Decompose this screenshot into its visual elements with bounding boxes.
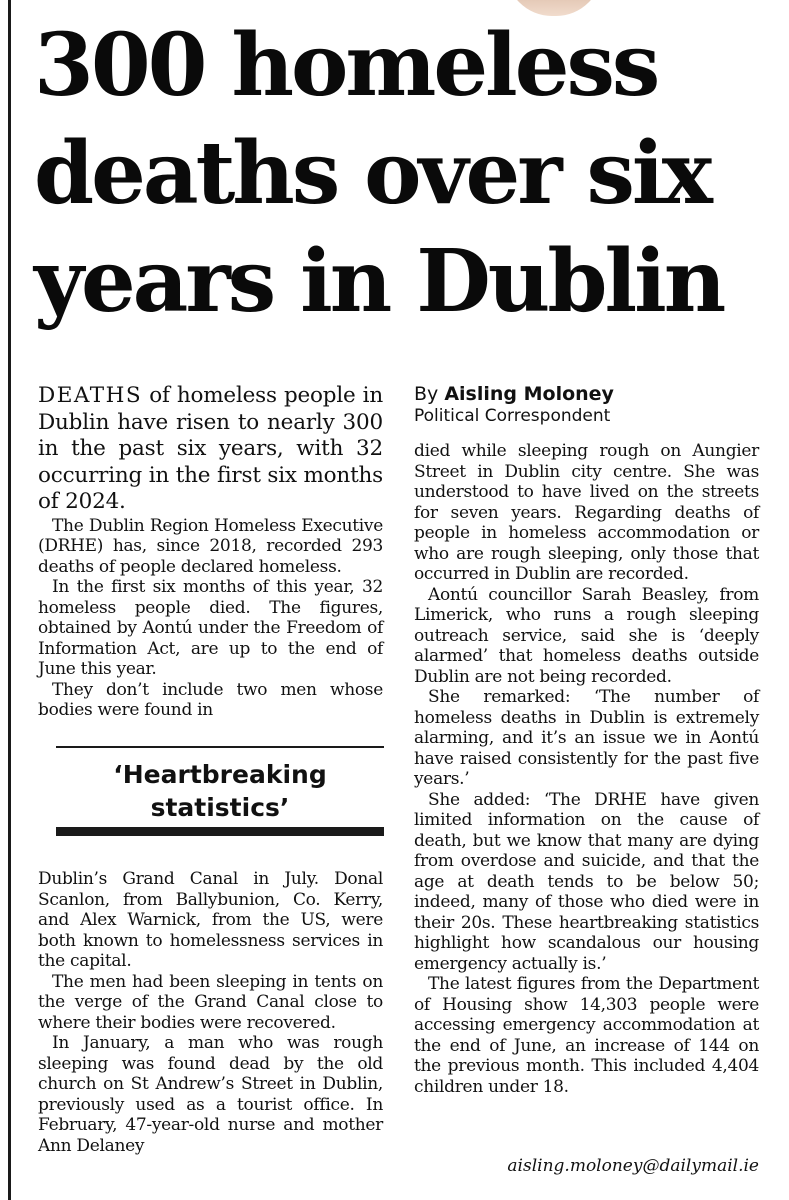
body-paragraph: Aontú councillor Sarah Beasley, from Limerick, who runs a rough sleeping outreach service, said she is ‘deeply alarmed’ that homeless deaths outside Dublin are not being recorded. [414, 584, 759, 687]
byline [414, 383, 764, 427]
article-column-right [414, 441, 759, 1097]
body-paragraph: Dublin’s Grand Canal in July. Donal Scanlon, from Ballybunion, Co. Kerry, and Alex Warnick, from the US, were both known to homelessness services in the capital. [38, 869, 383, 971]
byline-author: Aisling Moloney [444, 383, 614, 405]
headline-line-3: years in Dublin [34, 231, 724, 332]
author-email: aisling.moloney@dailymail.ie [507, 1156, 759, 1176]
lead-rest: of homeless people in Dublin have risen to nearly 300 in the past six years, with 32 occurring in the first six months of 2024. [38, 383, 383, 514]
headline-line-2: deaths over six [34, 123, 710, 224]
pull-quote-top-rule [56, 746, 384, 748]
article-column-left-top [38, 383, 383, 721]
pull-quote: ‘Heartbreaking statistics’ [113, 760, 327, 822]
byline-by: By [414, 383, 439, 405]
body-paragraph: The latest figures from the Department of Housing show 14,303 people were accessing emergency accommodation at the end of June, an increase of 144 on the previous month. This included 4,404 children under 18. [414, 974, 759, 1097]
headline [34, 12, 774, 336]
body-paragraph: She added: ‘The DRHE have given limited information on the cause of death, but we know that many are dying from overdose and suicide, and that the age at death tends to be below 50; indeed, many of those who died were in their 20s. These heartbreaking statistics highlight how scandalous our housing emergency actually is.’ [414, 789, 759, 974]
body-paragraph: They don’t include two men whose bodies were found in [38, 679, 383, 720]
body-paragraph: In the first six months of this year, 32 homeless people died. The figures, obtained by Aontú under the Freedom of Information Act, are up to the end of June this year. [38, 577, 383, 679]
article-column-left-bottom [38, 869, 383, 1156]
column-rule [8, 0, 11, 1200]
body-paragraph: The Dublin Region Homeless Executive (DRHE) has, since 2018, recorded 293 deaths of people declared homeless. [38, 515, 383, 577]
body-paragraph: died while sleeping rough on Aungier Street in Dublin city centre. She was understood to have lived on the streets for seven years. Regarding deaths of people in homeless accommodation or who are rough sleeping, only those that occurred in Dublin are recorded. [414, 441, 759, 584]
body-paragraph: In January, a man who was rough sleeping was found dead by the old church on St Andrew’s Street in Dublin, previously used as a tourist office. In February, 47-year-old nurse and mother Ann Delaney [38, 1033, 383, 1156]
body-paragraph: The men had been sleeping in tents on the verge of the Grand Canal close to where their bodies were recovered. [38, 971, 383, 1033]
byline-author-line [414, 383, 764, 406]
body-paragraph: She remarked: ‘The number of homeless deaths in Dublin is extremely alarming, and it’s an issue we in Aontú have raised consistently for the past five years.’ [414, 687, 759, 789]
pull-quote-bottom-rule [56, 827, 384, 836]
lead-first-word: DEATHS [38, 383, 143, 408]
lead-paragraph [38, 383, 383, 516]
headline-line-1: 300 homeless [34, 15, 658, 116]
byline-role: Political Correspondent [414, 406, 611, 426]
